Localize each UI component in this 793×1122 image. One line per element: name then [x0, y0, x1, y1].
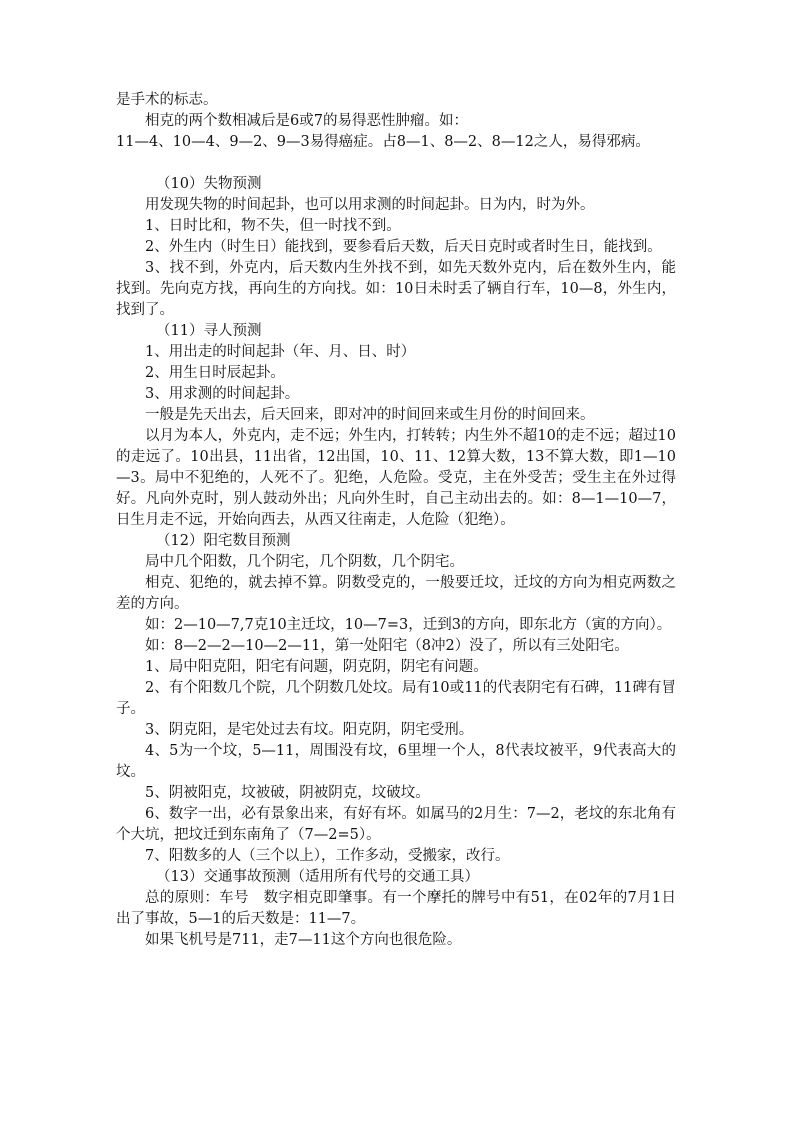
section-heading: （10）失物预测 [156, 176, 262, 192]
paragraph: 3、用求测的时间起卦。 [145, 386, 300, 402]
paragraph: 1、局中阳克阳，阳宅有问题，阴克阴，阴宅有问题。 [145, 659, 488, 675]
paragraph: 用发现失物的时间起卦，也可以用求测的时间起卦。日为内，时为外。 [145, 197, 595, 213]
document-page [116, 90, 676, 951]
section-heading: （12）阳宅数目预测 [156, 533, 291, 549]
paragraph: 2、有个阳数几个院，几个阴数几处坟。局有10或11的代表阴宅有石碑，11碑有冒子。 [116, 680, 676, 717]
paragraph: 6、数字一出，必有景象出来，有好有坏。如属马的2月生：7—2，老坟的东北角有个大坑，把坟迁到东南角了（7—2=5）。 [116, 806, 676, 843]
paragraph: 5、阴被阳克，坟被破，阴被阴克，坟破坟。 [145, 785, 430, 801]
paragraph: 相克、犯绝的，就去掉不算。阴数受克的，一般要迁坟，迁坟的方向为相克两数之差的方向。 [116, 575, 676, 612]
paragraph: 局中几个阳数，几个阴宅，几个阴数，几个阴宅。 [145, 554, 464, 570]
paragraph: 2、外生内（时生日）能找到，要参看后天数，后天日克时或者时生日，能找到。 [145, 239, 662, 255]
paragraph: 一般是先天出去，后天回来，即对冲的时间回来或生月份的时间回来。 [145, 407, 595, 423]
paragraph: 1、用出走的时间起卦（年、月、日、时） [145, 344, 416, 360]
paragraph: 以月为本人，外克内，走不远；外生内，打转转；内生外不超10的走不远；超过10的走远了。10出县，11出省，12出国，10、11、12算大数，13不算大数，即1—10—3。局中不犯绝的，人死不了。犯绝，人危险。受克，主在外受苦；受生主在外过得好。凡向外克时，别人鼓动外出；凡向外生时，自己主动出去的。如：8—1—10—7，日生月走不远，开始向西去，从西又往南走，人危险（犯绝）。 [116, 428, 676, 528]
paragraph: 如：2—10—7,7克10主迁坟，10—7=3，迁到3的方向，即东北方（寅的方向）。 [145, 617, 672, 633]
paragraph: 如：8—2—2—10—2—11，第一处阳宅（8冲2）没了，所以有三处阳宅。 [145, 638, 629, 654]
paragraph: 如果飞机号是711，走7—11这个方向也很危险。 [145, 932, 462, 948]
paragraph: 11—4、10—4、9—2、9—3易得癌症。占8—1、8—2、8—12之人，易得邪病。 [116, 134, 650, 150]
paragraph: 相克的两个数相减后是6或7的易得恶性肿瘤。如： [145, 113, 468, 129]
paragraph: 1、日时比和，物不失，但一时找不到。 [145, 218, 401, 234]
paragraph: 总的原则：车号 数字相克即肇事。有一个摩托的牌号中有51，在02年的7月1日出了事故，5—1的后天数是：11—7。 [116, 890, 676, 927]
paragraph: 是手术的标志。 [116, 92, 218, 108]
section-heading: （13）交通事故预测（适用所有代号的交通工具） [156, 869, 479, 885]
paragraph: 3、阴克阳，是宅处过去有坟。阳克阴，阴宅受刑。 [145, 722, 474, 738]
paragraph: 3、找不到，外克内，后天数内生外找不到，如先天数外克内，后在数外生内，能找到。先向克方找，再向生的方向找。如：10日未时丢了辆自行车，10—8，外生内，找到了。 [116, 260, 676, 318]
section-spacer [116, 153, 676, 174]
paragraph: 7、阳数多的人（三个以上），工作多动，受搬家，改行。 [145, 848, 510, 864]
section-heading: （11）寻人预测 [156, 323, 262, 339]
paragraph: 4、5为一个坟，5—11，周围没有坟，6里埋一个人，8代表坟被平，9代表高大的坟。 [116, 743, 676, 780]
paragraph: 2、用生日时辰起卦。 [145, 365, 285, 381]
